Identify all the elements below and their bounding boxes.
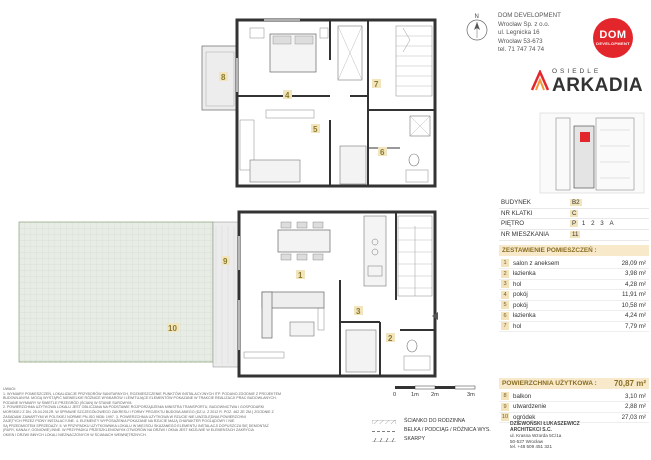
staircase-value: C (572, 209, 577, 217)
dash-swatch-icon (372, 429, 396, 433)
floor-option: 1 (581, 220, 586, 228)
developer-phone: tel. 71 747 74 74 (498, 46, 545, 54)
notes-line: BUDOWLANYM. MOGĄ WYSTĄPIĆ NIEWIELKIE RÓŻNICE WYMIARÓW I LEWITUJĄCE ELEMENTÓW POKAZANE W TRAKCIE REALIZACJI PRAC BUDOWLANYCH. (3, 396, 277, 401)
notes-line: OKIEN I DRZWI INNYCH LOKALI NIEZNACZONYCH W ŚCIANACH WEWNĘTRZNYCH. (3, 432, 147, 437)
room-number: 3 (501, 280, 509, 288)
room-area: 7,79 m² (625, 322, 646, 330)
scale-bar (373, 384, 483, 405)
apartment-info-table (499, 198, 649, 241)
architect-city: 50-527 Wrocław (510, 438, 544, 444)
extra-name: ogródek (513, 413, 536, 421)
room-number-2: 2 (388, 334, 393, 343)
room-area: 11,91 m² (622, 291, 646, 298)
scale-tick: 0 (393, 392, 397, 398)
brand-small: OSIEDLE (552, 68, 602, 75)
room-name: pokój (513, 291, 528, 298)
room-area: 10,58 m² (621, 301, 646, 309)
kitchen-counter (364, 216, 386, 286)
room-name: pokój (513, 301, 528, 309)
floor-option: 3 (600, 220, 604, 228)
compass-north-label: N (474, 14, 479, 20)
upper-floor (202, 20, 435, 186)
room-area: 3,98 m² (625, 270, 646, 277)
notes-line: PODANE WYMIARY W ŚWIETLE PRZEGRÓD (ŚCIAN) W STANIE SUROWYM. (3, 400, 133, 405)
developer-city: Wrocław 53-673 (498, 37, 543, 45)
developer-street: ul. Legnicka 16 (498, 29, 540, 37)
dom-logo (593, 18, 633, 58)
logo-subtext: DEVELOPMENT (596, 41, 630, 46)
room-number-8: 8 (221, 73, 226, 82)
brand-big: ARKADIA (552, 75, 644, 96)
floor-label: PIĘTRO (501, 220, 525, 228)
patio-area (213, 222, 239, 367)
building-row (499, 198, 649, 209)
rooms-header: ZESTAWIENIE POMIESZCZEŃ : (499, 245, 649, 256)
room-name: salon z aneksem (513, 259, 560, 267)
room-number-6: 6 (380, 148, 385, 157)
room-number-7: 7 (374, 80, 379, 89)
notes-line: (RURY, KANAŁY, OGNIOWE) INNE. W PRZYPADKU PRZESZKLENIOWYM OTWORÓW NA DRZWI I OKNA JEST MOŻLIWE W ELEMENTACH ZAKRYCIA (3, 428, 254, 433)
arkadia-logo-icon (530, 70, 550, 92)
room-row (499, 321, 649, 332)
room-area: 4,24 m² (625, 312, 646, 319)
room-number: 4 (501, 291, 509, 299)
staircase-label: NR KLATKI (501, 209, 533, 217)
legend (372, 418, 491, 445)
extra-number: 10 (501, 414, 509, 420)
legend-item (372, 436, 491, 445)
notes-line: MORSKIEJ Z DN. 25.04.2012R. W SPRAWIE SZCZEGÓŁOWEGO ZAKRESU I FORMY PROJEKTU BUDOWLANEGO (DZ.U. Z 2012 R. POZ. 462 ZE ZM.) ZGODNIE Z (3, 409, 274, 414)
room-number: 5 (501, 301, 509, 309)
staircase-row (499, 209, 649, 220)
legend-item (372, 418, 491, 427)
legend-text: SKARPY (404, 436, 426, 442)
extra-area: 2,88 m² (625, 403, 646, 410)
apartment-row (499, 230, 649, 241)
notes-line: ZASADAMI ZAWARTYMI W POLSKIEJ NORMIE PN-ISO 9836: 1997. 3. POWIERZCHNIA UŻYTKOWA W RZUCIE NIE UWZGLĘDNIA POWIERZCHNI (3, 414, 246, 419)
room-number-4: 4 (285, 91, 290, 100)
logo-text: DOM (599, 29, 627, 41)
notes-title: UWAGI: (3, 387, 17, 391)
room-number-9: 9 (223, 257, 228, 266)
room-number-1: 1 (298, 271, 303, 280)
apartment-value: 11 (572, 231, 579, 239)
scale-tick: 1m (411, 392, 419, 398)
room-number: 6 (501, 312, 509, 320)
building-value: B2 (572, 199, 580, 206)
notes-block (3, 387, 363, 438)
extra-number: 8 (501, 392, 509, 400)
developer-info (498, 12, 561, 55)
notes-line: 2. POWIERZCHNIA UŻYTKOWA LOKALU JEST OBLICZANA NA PODSTAWIE ROZPORZĄDZENIA MINISTRA TRANSPORTU, BUDOWNICTWA I GOSPODARKI (3, 405, 265, 410)
architect-sub: ARCHITEKCI S.C. (510, 426, 552, 433)
floor-option: A (609, 220, 614, 228)
architect-info (510, 422, 580, 450)
extra-area: 27,03 m² (621, 413, 646, 421)
room-name: hol (513, 322, 522, 330)
scale-tick: 3m (467, 392, 475, 398)
extra-name: utwardzenie (513, 403, 547, 410)
legend-text: ŚCIANKO DO RODZINNA (404, 418, 466, 424)
architect-address: ul. Krasna Wzorda 5C/1a (510, 433, 562, 439)
extra-name: balkon (513, 392, 532, 400)
floor-row (499, 219, 649, 230)
notes-line: SĄ PRZEDMIOTEM SPRZEDAŻY. 5. W PRZYPADKU UŻYTKOWNIKA LOKALU W MIEJSCU SKAZANEGO ELEMENTU INSTALACJI DOPUSZCZA SIĘ DEMONTAŻ (3, 423, 269, 428)
notes-line: 1. WYMIARY POMIESZCZEŃ, LOKALIZACJE PRZYBORÓW SANITARNYCH, ROZMIESZCZENIE PUNKTÓW INSTALACYJNYCH ITP. PODANO ZGODNIE Z PROJEKTEM (3, 391, 282, 396)
developer-entity: Wrocław Sp. z o.o. (498, 20, 550, 28)
usable-area-row (499, 378, 649, 389)
site-plan-thumbnail (540, 113, 644, 193)
legend-item (372, 427, 491, 436)
lower-floor (19, 212, 438, 376)
scale-tick: 2m (431, 392, 439, 398)
floor-option: 2 (591, 220, 595, 228)
architect-name: DZIEWOŃSKI ŁUKASZEWICZ (510, 421, 580, 427)
usable-area-value: 70,87 m² (613, 379, 646, 388)
extra-area: 3,10 m² (625, 392, 646, 400)
room-number-5: 5 (313, 125, 318, 134)
room-area: 4,28 m² (625, 280, 646, 288)
compass-icon (467, 20, 487, 40)
room-number-10: 10 (168, 324, 177, 333)
usable-area-label: POWIERZCHNIA UŻYTKOWA : (502, 380, 597, 387)
room-number: 1 (501, 259, 509, 267)
notes-line: ZAJĘTYCH PRZEZ PIONY INSTALACYJNE. 4. ELEMENTY WYPOSAŻENIA POKAZANE NA RZUCIE MAJĄ CHARAKTER POGLĄDOWY I NIE (3, 419, 235, 424)
architect-phone: tel. +48 509 451 321 (510, 444, 553, 450)
room-number: 7 (501, 322, 509, 330)
apartment-label: NR MIESZKANIA (501, 231, 550, 239)
legend-text: BELKA / PODCIĄG / RÓŻNICA WYS. (404, 427, 491, 433)
room-name: hol (513, 280, 522, 288)
hatch-swatch-icon (372, 420, 396, 424)
room-area: 28,09 m² (621, 259, 646, 267)
developer-name: DOM DEVELOPMENT (498, 12, 561, 19)
room-name: łazienka (513, 270, 536, 277)
room-name: łazienka (513, 312, 536, 319)
dining-table-icon (278, 230, 330, 252)
extra-number: 9 (501, 403, 509, 411)
slope-swatch-icon (372, 438, 396, 442)
garden-area (19, 222, 213, 362)
building-label: BUDYNEK (501, 199, 531, 206)
room-number: 2 (501, 270, 509, 278)
floor-option: P (572, 220, 577, 228)
room-number-3: 3 (356, 307, 361, 316)
